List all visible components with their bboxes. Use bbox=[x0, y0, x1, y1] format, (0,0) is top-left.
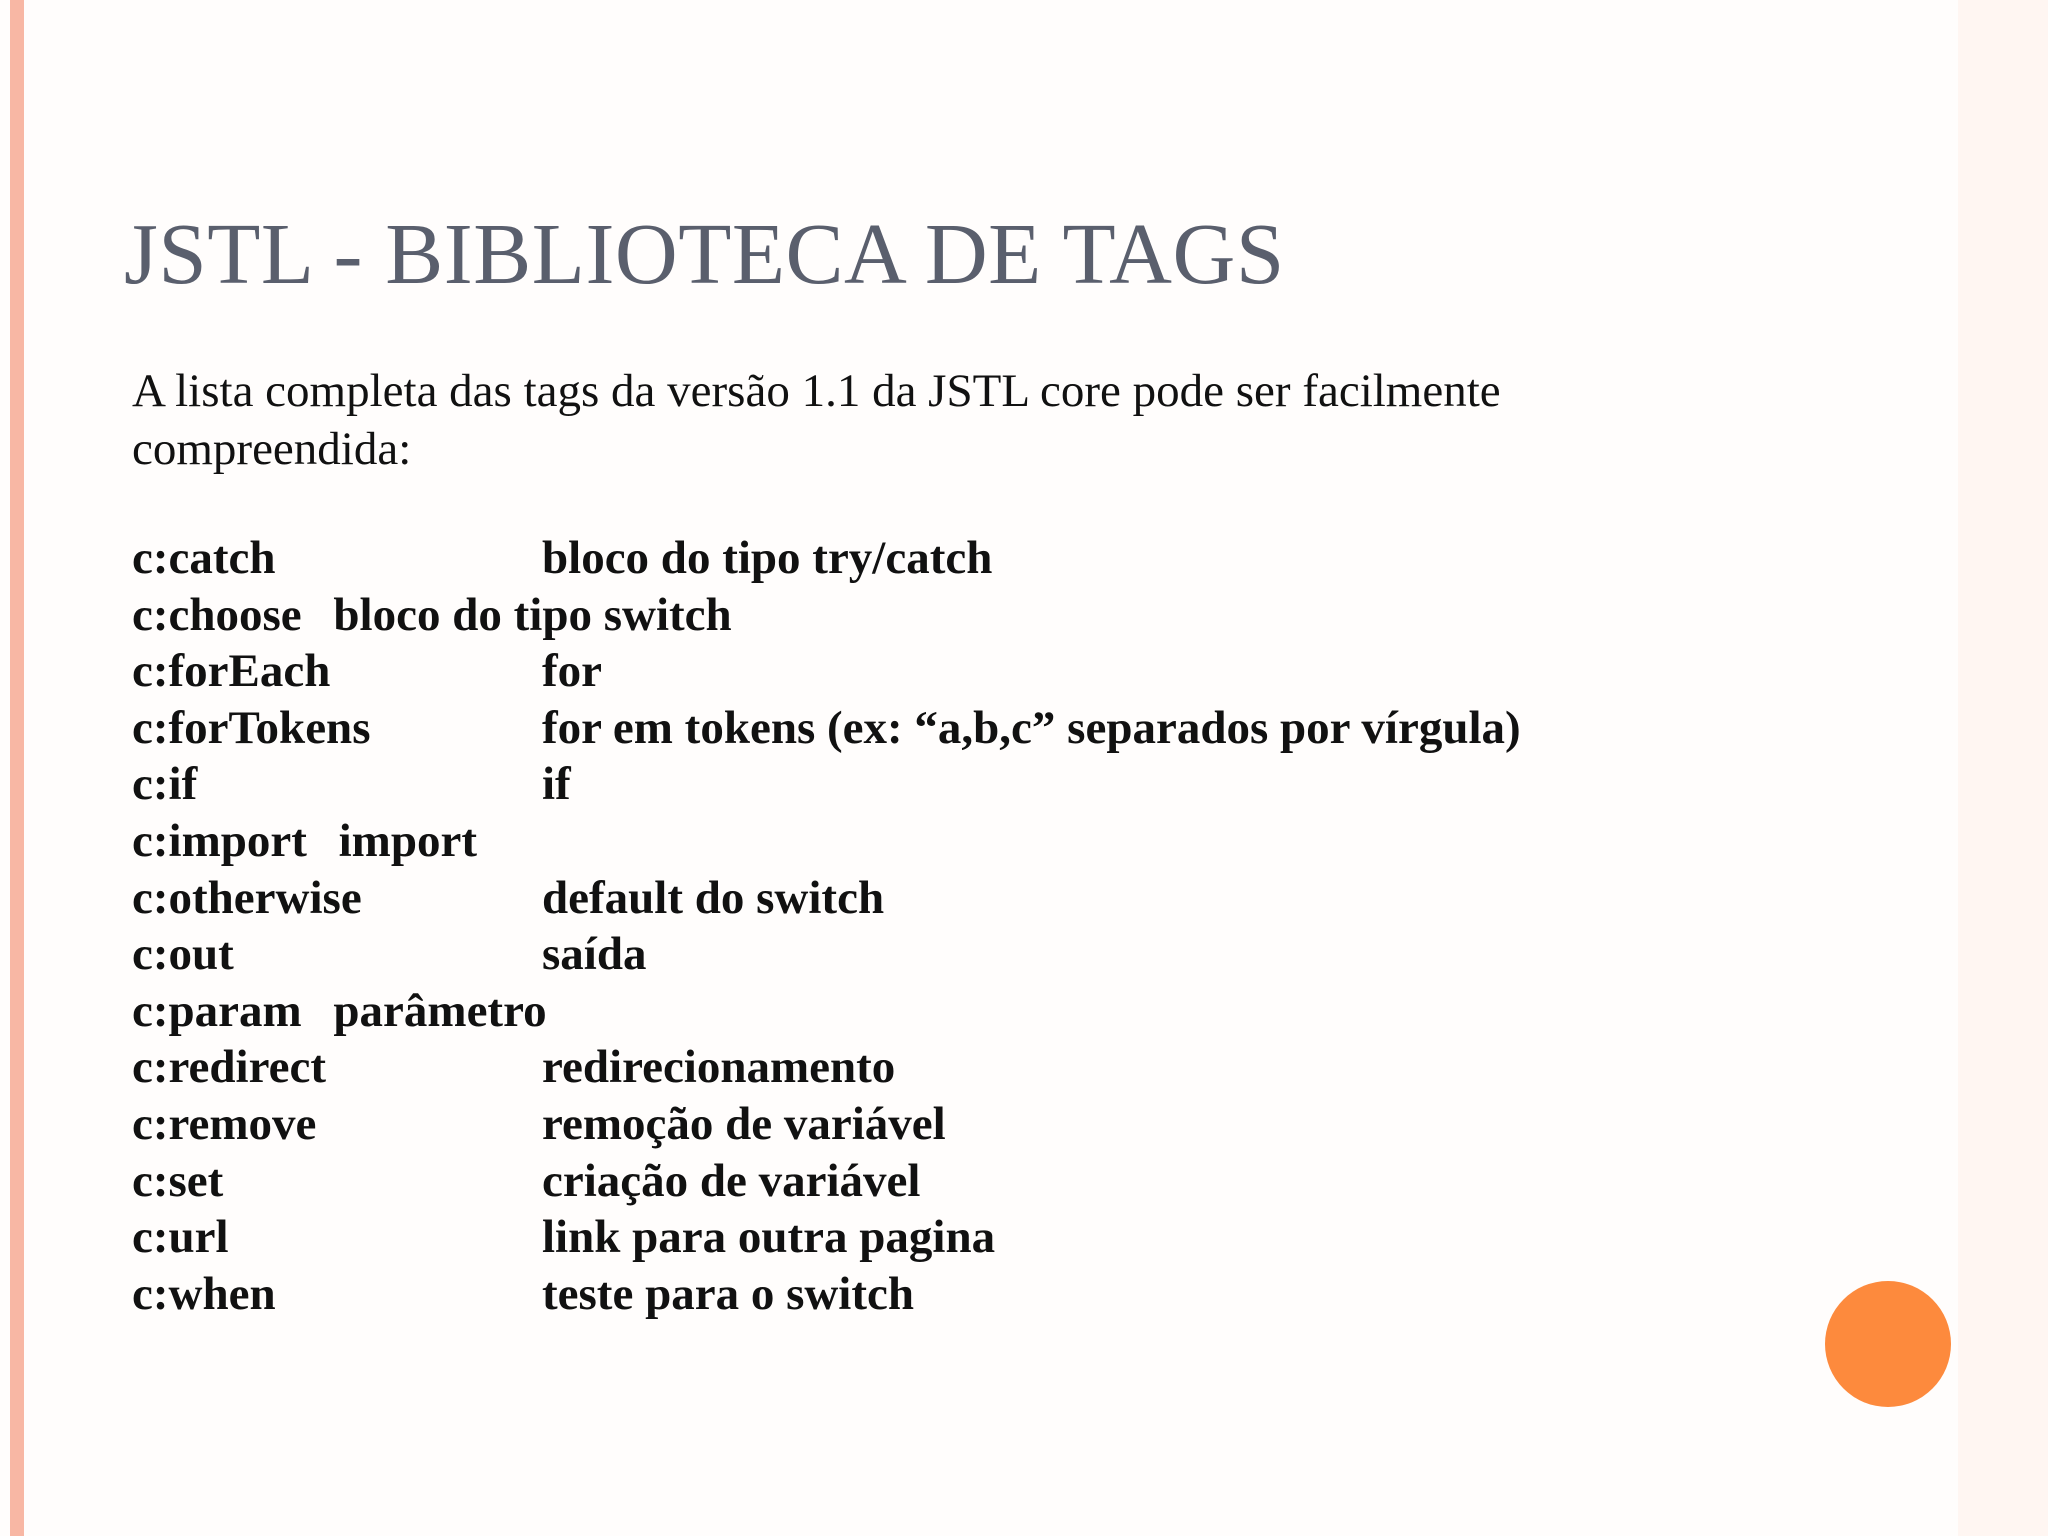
tag-name: c:out bbox=[132, 928, 234, 981]
tag-row-otherwise bbox=[132, 870, 1672, 927]
tag-description: for em tokens (ex: “a,b,c” separados por vírgula) bbox=[542, 701, 1521, 754]
tag-name: c:remove bbox=[132, 1097, 317, 1150]
tag-row-remove bbox=[132, 1096, 1672, 1153]
tag-name: c:url bbox=[132, 1211, 229, 1264]
tag-description: parâmetro bbox=[333, 984, 547, 1037]
tag-row-out bbox=[132, 926, 1672, 983]
tag-row-redirect bbox=[132, 1039, 1672, 1096]
tag-description: default do switch bbox=[542, 871, 885, 924]
tag-description: saída bbox=[542, 928, 647, 981]
tag-description: import bbox=[338, 814, 477, 867]
tag-name: c:forTokens bbox=[132, 701, 371, 754]
tag-name: c:redirect bbox=[132, 1041, 326, 1094]
left-border-line bbox=[10, 0, 24, 1536]
intro-paragraph: A lista completa das tags da versão 1.1 da JSTL core pode ser facilmente compreendida: bbox=[132, 365, 1501, 475]
tag-name: c:choose bbox=[132, 588, 302, 641]
slide-title: JSTL - BIBLIOTECA DE TAGS bbox=[124, 205, 1285, 302]
tag-row-when bbox=[132, 1266, 1672, 1323]
tag-row-foreach bbox=[132, 643, 1672, 700]
tag-row-if bbox=[132, 756, 1672, 813]
tag-description: if bbox=[542, 758, 571, 811]
tag-description: criação de variável bbox=[542, 1154, 921, 1207]
tag-description: bloco do tipo try/catch bbox=[542, 532, 993, 584]
tag-name: c:import bbox=[132, 814, 307, 867]
tag-row-set bbox=[132, 1153, 1672, 1210]
tag-row-choose bbox=[132, 587, 1672, 644]
tag-name: c:param bbox=[132, 984, 302, 1037]
tag-description: bloco do tipo switch bbox=[333, 588, 732, 641]
tag-name: c:otherwise bbox=[132, 871, 362, 924]
tag-name: c:when bbox=[132, 1267, 276, 1320]
tag-name: c:catch bbox=[132, 532, 276, 584]
tag-row-fortokens bbox=[132, 700, 1672, 757]
tag-description: teste para o switch bbox=[542, 1267, 915, 1320]
tag-description: redirecionamento bbox=[542, 1041, 896, 1094]
tag-name: c:if bbox=[132, 758, 198, 811]
tag-row-import bbox=[132, 813, 1672, 870]
right-border-panel bbox=[1958, 0, 2048, 1536]
tag-row-param bbox=[132, 983, 1672, 1040]
tag-row-catch bbox=[132, 530, 1672, 587]
tag-list bbox=[132, 530, 1672, 1322]
tag-description: link para outra pagina bbox=[542, 1211, 996, 1264]
tag-description: remoção de variável bbox=[542, 1097, 946, 1150]
accent-circle bbox=[1825, 1281, 1951, 1407]
tag-name: c:set bbox=[132, 1154, 224, 1207]
tag-row-url bbox=[132, 1209, 1672, 1266]
tag-description: for bbox=[542, 645, 603, 698]
tag-name: c:forEach bbox=[132, 645, 331, 698]
